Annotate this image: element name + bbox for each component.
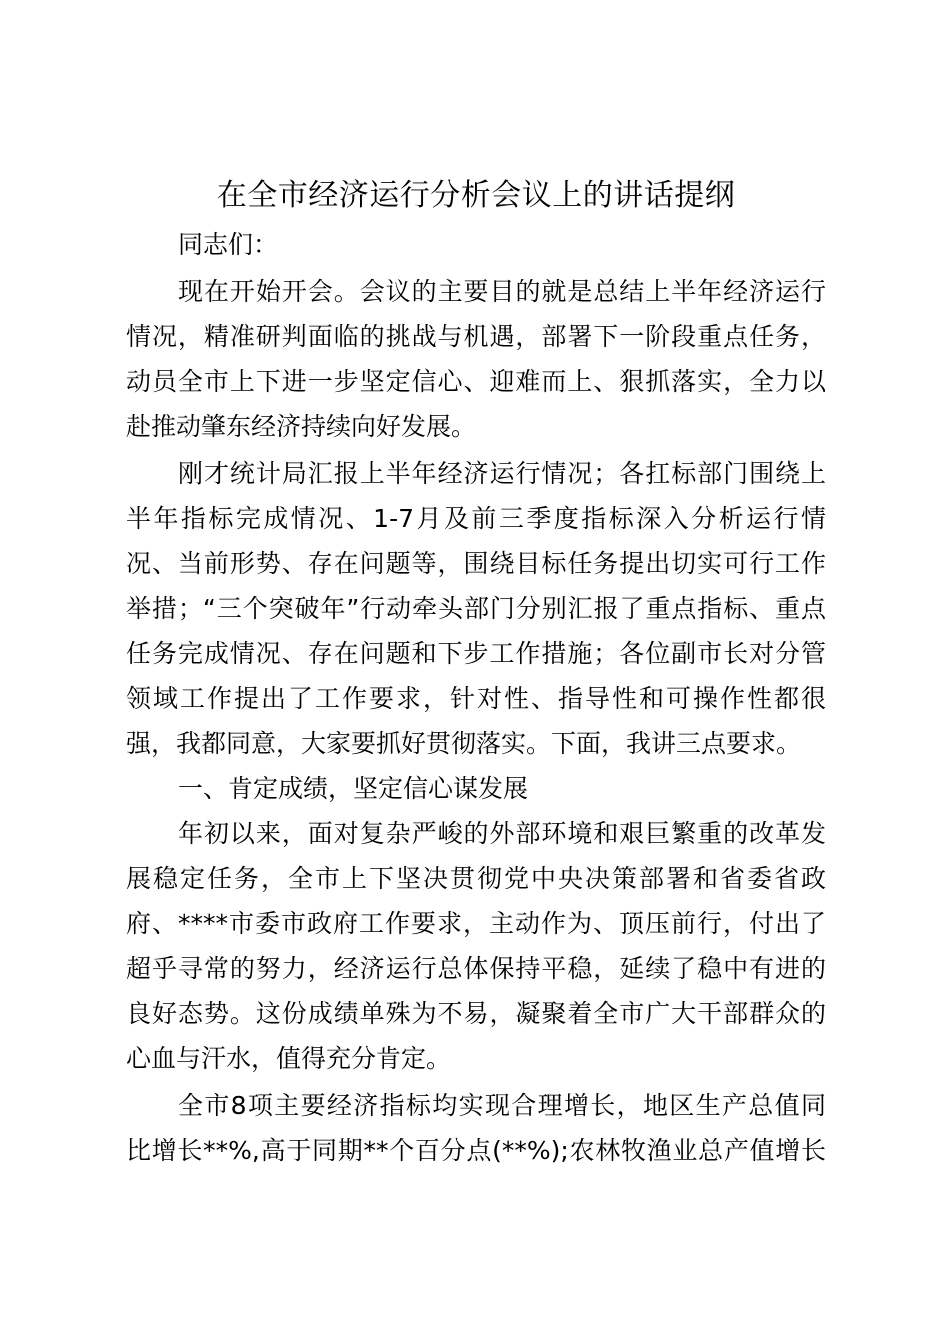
- paragraph-line: 情况，精准研判面临的挑战与机遇，部署下一阶段重点任务，: [126, 322, 826, 351]
- document-body: [126, 222, 826, 1173]
- paragraph-line: 赴推动肇东经济持续向好发展。: [126, 412, 477, 441]
- section-heading: 一、肯定成绩，坚定信心谋发展: [178, 774, 529, 803]
- paragraph-line: 动员全市上下进一步坚定信心、迎难而上、狠抓落实，全力以: [126, 367, 826, 396]
- paragraph-line: 府、****市委市政府工作要求，主动作为、顶压前行，付出了: [126, 909, 826, 938]
- paragraph-line: 全市8项主要经济指标均实现合理增长，地区生产总值同: [178, 1091, 826, 1120]
- paragraph-line: 超乎寻常的努力，经济运行总体保持平稳，延续了稳中有进的: [126, 954, 826, 983]
- paragraph-line: 心血与汗水，值得充分肯定。: [126, 1044, 452, 1073]
- paragraph-line: 强，我都同意，大家要抓好贯彻落实。下面，我讲三点要求。: [126, 729, 802, 758]
- paragraph-line: 领域工作提出了工作要求，针对性、指导性和可操作性都很: [126, 684, 826, 713]
- paragraph-line: 举措；“三个突破年”行动牵头部门分别汇报了重点指标、重点: [126, 594, 826, 623]
- paragraph-line: 况、当前形势、存在问题等，围绕目标任务提出切实可行工作: [126, 549, 826, 578]
- paragraph-line: 展稳定任务，全市上下坚决贯彻党中央决策部署和省委省政: [126, 864, 826, 893]
- document-title: 在全市经济运行分析会议上的讲话提纲: [216, 178, 736, 213]
- paragraph-line: 年初以来，面对复杂严峻的外部环境和艰巨繁重的改革发: [178, 819, 826, 848]
- paragraph-line: 刚才统计局汇报上半年经济运行情况；各扛标部门围绕上: [178, 459, 826, 488]
- paragraph-line: 任务完成情况、存在问题和下步工作措施；各位副市长对分管: [126, 639, 826, 668]
- salutation: 同志们：: [178, 230, 279, 259]
- paragraph-line: 良好态势。这份成绩单殊为不易，凝聚着全市广大干部群众的: [126, 999, 826, 1028]
- paragraph-line: 比增长**%,高于同期**个百分点(**%);农林牧渔业总产值增长: [126, 1136, 826, 1165]
- paragraph-line: 现在开始开会。会议的主要目的就是总结上半年经济运行: [178, 277, 826, 306]
- paragraph-line: 半年指标完成情况、1-7月及前三季度指标深入分析运行情: [126, 504, 826, 533]
